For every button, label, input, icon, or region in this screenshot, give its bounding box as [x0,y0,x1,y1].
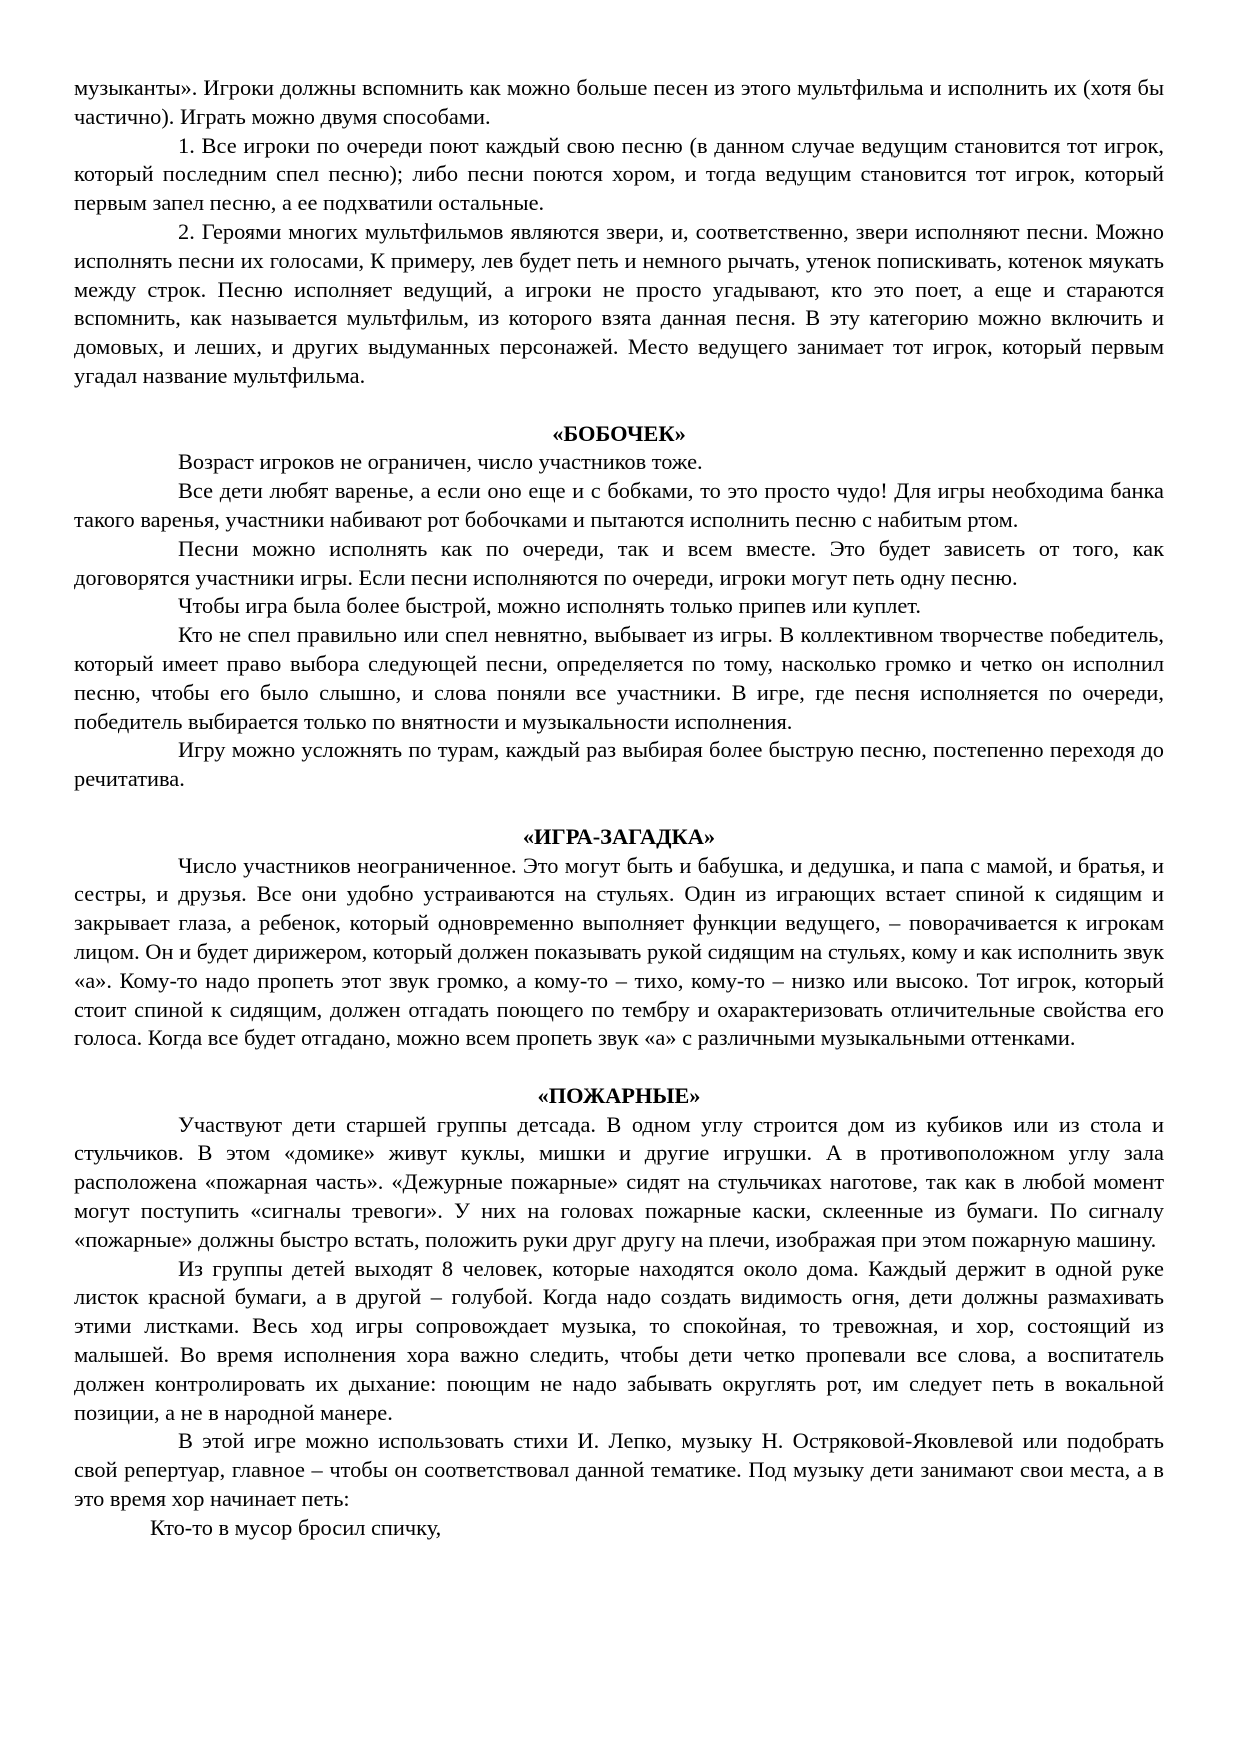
paragraph: Песни можно исполнять как по очереди, так и всем вместе. Это будет зависеть от того, как договорятся участники игры. Если песни исполняются по очереди, игроки могут петь одну песню. [74,535,1164,590]
paragraph: музыканты». Игроки должны вспомнить как можно больше песен из этого мультфильма и исполнить их (хотя бы частично). Играть можно двумя способами. [74,75,1164,129]
paragraph: Участвуют дети старшей группы детсада. В одном углу строится дом из кубиков или из стола и стульчиков. В этом «домике» живут куклы, мишки и другие игрушки. А в противоположном углу зала расположена «пожарная часть». «Дежурные пожарные» сидят на стульчиках наготове, так как в любой момент могут поступить «сигналы тревоги». У них на головах пожарные каски, склеенные из бумаги. По сигналу «пожарные» должны быстро встать, положить руки друг другу на плечи, изображая при этом пожарную машину. [74,1111,1164,1252]
poem-line: Кто-то в мусор бросил спичку, [150,1514,442,1540]
paragraph: В этой игре можно использовать стихи И. Лепко, музыку Н. Остряковой-Яковлевой или подобрать свой репертуар, главное – чтобы он соответствовал данной тематике. Под музыку дети занимают свои места, а в это время хор начинает петь: [74,1428,1164,1512]
section-heading-igra-zagadka: «ИГРА-ЗАГАДКА» [522,823,716,849]
paragraph: Кто не спел правильно или спел невнятно, выбывает из игры. В коллективном творчестве победитель, который имеет право выбора следующей песни, определяется по тому, насколько громко и четко он исполнил песню, чтобы его было слышно, и слова поняли все участники. В игре, где песня исполняется по очереди, победитель выбирается только по внятности и музыкальности исполнения. [74,622,1164,734]
section-heading-pozharnye: «ПОЖАРНЫЕ» [537,1082,701,1108]
paragraph: Игру можно усложнять по турам, каждый раз выбирая более быструю песню, постепенно переходя до речитатива. [74,737,1164,792]
paragraph: Все дети любят варенье, а если оно еще и с бобками, то это просто чудо! Для игры необходима банка такого варенья, участники набивают рот бобочками и пытаются исполнить песню с набитым ртом. [74,478,1164,532]
paragraph: 2. Героями многих мультфильмов являются звери, и, соответственно, звери исполняют песни. Можно исполнять песни их голосами, К примеру, лев будет петь и немного рычать, утенок попискивать, котенок мяукать между строк. Песню исполняет ведущий, а игроки не просто угадывают, кто это поет, а еще и стараются вспомнить, как называется мультфильм, из которого взята данная песня. В эту категорию можно включить и домовых, и леших, и других выдуманных персонажей. Место ведущего занимает тот игрок, который первым угадал название мультфильма. [74,218,1164,388]
section-heading-bobochek: «БОБОЧЕК» [552,420,686,446]
paragraph: Возраст игроков не ограничен, число участников тоже. [178,449,703,475]
document-page [74,74,1164,1543]
paragraph: Из группы детей выходят 8 человек, которые находятся около дома. Каждый держит в одной руке листок красной бумаги, а в другой – голубой. Когда надо создать видимость огня, дети должны размахивать этими листками. Весь ход игры сопровождает музыка, то спокойная, то тревожная, и хор, состоящий из малышей. Во время исполнения хора важно следить, чтобы дети четко пропевали все слова, а воспитатель должен контролировать их дыхание: поющим не надо забывать округлять рот, им следует петь в вокальной позиции, а не в народной манере. [74,1255,1164,1425]
paragraph: 1. Все игроки по очереди поют каждый свою песню (в данном случае ведущим становится тот игрок, который последним спел песню); либо песни поются хором, и тогда ведущим становится тот игрок, который первым запел песню, а ее подхватили остальные. [74,132,1164,216]
paragraph: Чтобы игра была более быстрой, можно исполнять только припев или куплет. [178,593,921,619]
paragraph: Число участников неограниченное. Это могут быть и бабушка, и дедушка, и папа с мамой, и братья, и сестры, и друзья. Все они удобно устраиваются на стульях. Один из играющих встает спиной к сидящим и закрывает глаза, а ребенок, который одновременно выполняет функции ведущего, – поворачивается к игрокам лицом. Он и будет дирижером, который должен показывать рукой сидящим на стульях, кому и как исполнить звук «а». Кому-то надо пропеть этот звук громко, а кому-то – тихо, кому-то – низко или высоко. Тот игрок, который стоит спиной к сидящим, должен отгадать поющего по тембру и охарактеризовать отличительные свойства его голоса. Когда все будет отгадано, можно всем пропеть звук «а» с различными музыкальными оттенками. [74,852,1164,1051]
